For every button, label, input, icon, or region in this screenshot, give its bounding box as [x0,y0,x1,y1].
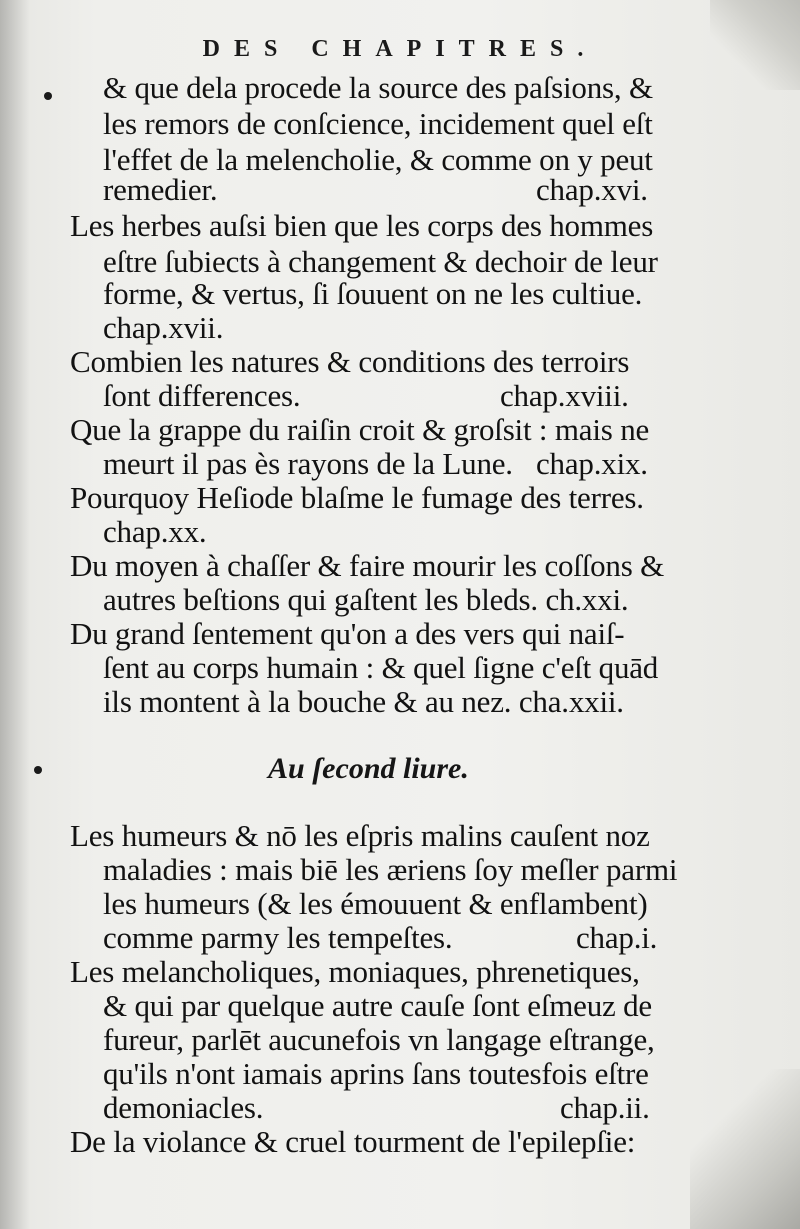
entry-line: Les herbes auſsi bien que les corps des hommes [70,208,654,243]
entry-line: Que la grappe du raiſin croit & groſsit : mais ne [70,412,650,447]
entry-line: demoniacles. [103,1090,264,1125]
chapter-ref: chap.i. [576,920,658,955]
page-corner-bottom [690,1069,800,1229]
entry-line: les remors de conſcience, incidement quel eſt [103,106,653,141]
margin-mark-icon [34,766,42,774]
entry-line: ſont differences. [103,378,301,413]
running-head: DES CHAPITRES. [202,36,598,62]
page-corner-top [710,0,800,90]
entry-line: les humeurs (& les émouuent & enflambent) [103,886,648,921]
entry-line: ſent au corps humain : & quel ſigne c'eſt quād [103,650,659,685]
entry-line: Les melancholiques, moniaques, phrenetiques, [70,954,640,989]
entry-line: & que dela procede la source des paſsions, & [103,70,653,105]
entry-line: maladies : mais biē les æriens ſoy meſler parmi [103,852,678,887]
entry-line: chap.xx. [103,514,207,549]
chapter-ref: chap.xix. [536,446,648,481]
entry-line: Pourquoy Heſiode blaſme le fumage des terres. [70,480,644,515]
entry-line: remedier. [103,172,218,207]
entry-line: meurt il pas ès rayons de la Lune. [103,446,513,481]
section-title: Au ſecond liure. [268,752,469,785]
entry-line: l'effet de la melencholie, & comme on y peut [103,142,653,177]
entry-line: Combien les natures & conditions des terroirs [70,344,630,379]
entry-line: chap.xvii. [103,310,224,345]
entry-line: comme parmy les tempeſtes. [103,920,453,955]
entry-line: autres beſtions qui gaſtent les bleds. ch.xxi. [103,582,629,617]
entry-line: Du moyen à chaſſer & faire mourir les coſſons & [70,548,665,583]
entry-line: Les humeurs & nō les eſpris malins cauſent noz [70,818,650,853]
chapter-ref: chap.xviii. [500,378,629,413]
entry-line: forme, & vertus, ſi ſouuent on ne les cultiue. [103,276,643,311]
gutter-shadow [0,0,30,1229]
entry-line: qu'ils n'ont iamais aprins ſans toutesfois eſtre [103,1056,649,1091]
entry-line: De la violance & cruel tourment de l'epilepſie: [70,1124,636,1159]
entry-line: ils montent à la bouche & au nez. cha.xxii. [103,684,624,719]
entry-line: fureur, parlēt aucunefois vn langage eſtrange, [103,1022,655,1057]
chapter-ref: chap.ii. [560,1090,650,1125]
entry-line: & qui par quelque autre cauſe ſont eſmeuz de [103,988,652,1023]
entry-line: eſtre ſubiects à changement & dechoir de leur [103,244,658,279]
entry-line: Du grand ſentement qu'on a des vers qui naiſ- [70,616,625,651]
chapter-ref: chap.xvi. [536,172,648,207]
margin-mark-icon [44,92,52,100]
